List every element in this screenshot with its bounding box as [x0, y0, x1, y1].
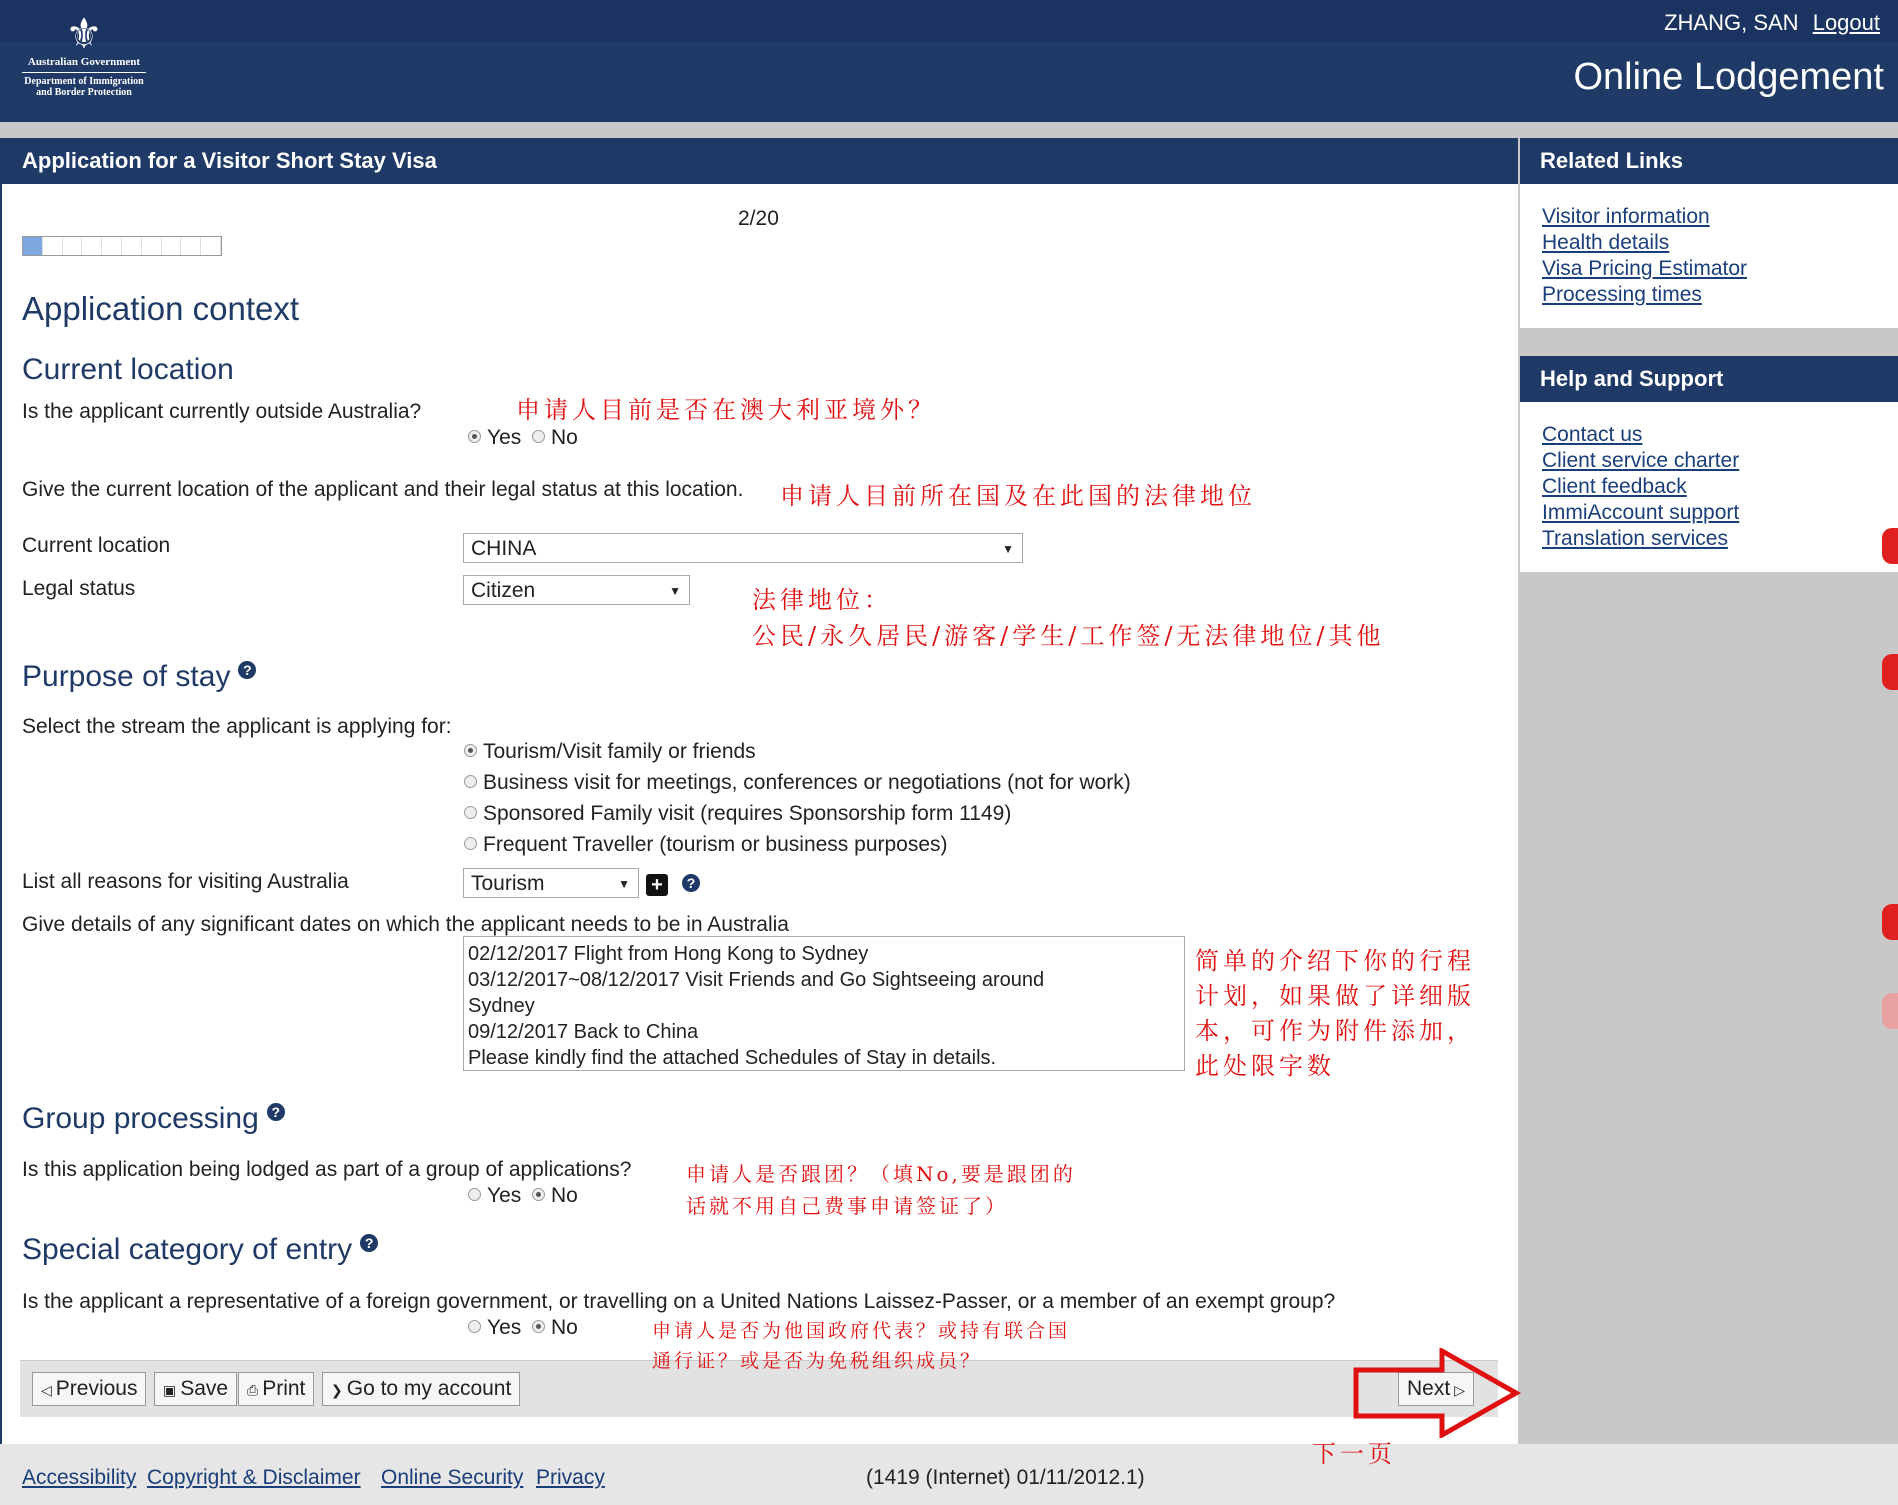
stream-option-business[interactable]: Business visit for meetings, conferences or negotiations (not for work) — [464, 771, 1131, 795]
page-counter: 2/20 — [738, 207, 779, 230]
significant-dates-textarea[interactable]: 02/12/2017 Flight from Hong Kong to Sydney 03/12/2017~08/12/2017 Visit Friends and Go Sightseeing around Sydney 09/12/2017 Back to China Please kindly find the attached Schedules of Stay in details. — [463, 936, 1185, 1071]
site-footer — [0, 1444, 1898, 1505]
dropdown-arrow-icon: ▼ — [618, 877, 630, 891]
annotation-location-status: 申请人目前所在国及在此国的法律地位 — [780, 482, 1256, 510]
user-name: ZHANG, SAN — [1664, 10, 1799, 35]
footer-link-accessibility[interactable]: Accessibility — [22, 1466, 137, 1489]
dropdown-arrow-icon: ▼ — [1002, 542, 1014, 556]
current-location-label: Current location — [22, 534, 171, 557]
section-group-processing: Group processing ? — [22, 1102, 285, 1136]
footer-link-online-security[interactable]: Online Security — [381, 1466, 524, 1489]
link-client-service-charter[interactable]: Client service charter — [1542, 449, 1740, 472]
group-question: Is this application being lodged as part of a group of applications? — [22, 1158, 632, 1181]
special-question: Is the applicant a representative of a foreign government, or travelling on a United Nations Laissez-Passer, or a member of an exempt group? — [22, 1290, 1336, 1313]
chevron-right-icon: ❯ — [331, 1382, 343, 1398]
location-status-instruction: Give the current location of the applicant and their legal status at this location. — [22, 478, 744, 501]
stream-option-sponsored-family[interactable]: Sponsored Family visit (requires Sponsorship form 1149) — [464, 802, 1011, 826]
link-immiaccount-support[interactable]: ImmiAccount support — [1542, 501, 1740, 524]
sidebar — [1518, 138, 1898, 1444]
radio-group-yes[interactable]: Yes — [468, 1184, 521, 1208]
print-icon: ⎙ — [247, 1382, 259, 1398]
progress-bar — [22, 236, 222, 256]
help-icon[interactable]: ? — [682, 874, 700, 892]
annotation-outside-australia: 申请人目前是否在澳大利亚境外？ — [516, 396, 936, 424]
annotation-legal-title: 法律地位： — [752, 586, 892, 614]
government-logo — [14, 12, 154, 112]
link-processing-times[interactable]: Processing times — [1542, 283, 1702, 306]
radio-group-no[interactable]: No — [532, 1184, 578, 1208]
radio-special-no[interactable]: No — [532, 1316, 578, 1340]
header-separator — [0, 122, 1898, 138]
stream-option-frequent-traveller[interactable]: Frequent Traveller (tourism or business purposes) — [464, 833, 948, 857]
annotation-group: 申请人是否跟团？（填No,要是跟团的 话就不用自己费事申请签证了） — [686, 1162, 1076, 1218]
header-top-strip — [0, 0, 1898, 42]
legal-status-select[interactable]: Citizen ▼ — [463, 575, 690, 605]
floating-tab[interactable] — [1882, 654, 1898, 690]
user-info — [1664, 10, 1880, 36]
annotation-next-page: 下一页 — [1312, 1440, 1396, 1468]
add-reason-button[interactable]: + — [646, 874, 668, 896]
radio-outside-no[interactable]: No — [532, 426, 578, 450]
current-location-select[interactable]: CHINA ▼ — [463, 533, 1023, 563]
logout-link[interactable]: Logout — [1812, 10, 1880, 35]
annotation-itinerary: 简单的介绍下你的行程 计划，如果做了详细版 本，可作为附件添加， 此处限字数 — [1195, 947, 1475, 1080]
go-to-account-button[interactable]: ❯ Go to my account — [322, 1372, 520, 1406]
page-title: Application context — [22, 290, 300, 327]
logo-text-department-2: and Border Protection — [36, 87, 132, 98]
related-links-box — [1520, 138, 1898, 328]
arrow-right-icon: ▷ — [1454, 1382, 1465, 1398]
help-icon[interactable]: ? — [360, 1234, 378, 1252]
floating-tab[interactable] — [1882, 904, 1898, 940]
link-visa-pricing-estimator[interactable]: Visa Pricing Estimator — [1542, 257, 1748, 280]
logo-text-government: Australian Government — [27, 56, 141, 68]
site-header — [0, 0, 1898, 122]
link-client-feedback[interactable]: Client feedback — [1542, 475, 1687, 498]
significant-dates-label: Give details of any significant dates on which the applicant needs to be in Australia — [22, 913, 789, 936]
logo-divider — [22, 72, 146, 73]
radio-outside-yes[interactable]: Yes — [468, 426, 521, 450]
print-button[interactable]: ⎙ Print — [238, 1372, 314, 1406]
save-button[interactable]: ▣ Save — [154, 1372, 237, 1406]
stream-option-tourism[interactable]: Tourism/Visit family or friends — [464, 740, 756, 764]
section-special-category: Special category of entry ? — [22, 1233, 378, 1267]
help-support-box — [1520, 356, 1898, 572]
link-visitor-information[interactable]: Visitor information — [1542, 205, 1710, 228]
help-icon[interactable]: ? — [238, 661, 256, 679]
section-current-location: Current location — [22, 353, 234, 386]
link-contact-us[interactable]: Contact us — [1542, 423, 1643, 446]
legal-status-label: Legal status — [22, 577, 136, 600]
app-title: Online Lodgement — [1573, 56, 1884, 98]
annotation-arrow-icon — [1350, 1348, 1522, 1438]
dropdown-arrow-icon: ▼ — [669, 584, 681, 598]
reasons-select[interactable]: Tourism ▼ — [463, 868, 639, 898]
question-outside-australia: Is the applicant currently outside Australia? — [22, 400, 422, 423]
logo-text-department: Department of Immigration — [24, 76, 144, 87]
annotation-special: 申请人是否为他国政府代表？或持有联合国 通行证？或是否为免税组织成员？ — [652, 1320, 1071, 1372]
floating-tab[interactable] — [1882, 993, 1898, 1029]
previous-button[interactable]: ◁ Previous — [32, 1372, 146, 1406]
coat-of-arms-icon: ⚜ — [65, 10, 103, 57]
link-translation-services[interactable]: Translation services — [1542, 527, 1728, 550]
floating-tab[interactable] — [1882, 528, 1898, 564]
reasons-label: List all reasons for visiting Australia — [22, 870, 349, 893]
help-support-title: Help and Support — [1520, 356, 1898, 402]
section-purpose-of-stay: Purpose of stay ? — [22, 660, 256, 694]
footer-link-copyright[interactable]: Copyright & Disclaimer — [147, 1466, 361, 1489]
footer-link-privacy[interactable]: Privacy — [536, 1466, 605, 1489]
version-info: (1419 (Internet) 01/11/2012.1) — [866, 1466, 1145, 1489]
help-icon[interactable]: ? — [267, 1103, 285, 1121]
annotation-legal-options: 公民/永久居民/游客/学生/工作签/无法律地位/其他 — [752, 622, 1385, 650]
arrow-left-icon: ◁ — [41, 1382, 52, 1398]
related-links-title: Related Links — [1520, 138, 1898, 184]
save-icon: ▣ — [163, 1382, 177, 1398]
next-button[interactable]: Next ▷ — [1398, 1372, 1474, 1406]
select-stream-label: Select the stream the applicant is applying for: — [22, 715, 452, 738]
link-health-details[interactable]: Health details — [1542, 231, 1670, 254]
radio-special-yes[interactable]: Yes — [468, 1316, 521, 1340]
panel-title: Application for a Visitor Short Stay Visa — [0, 138, 1518, 184]
